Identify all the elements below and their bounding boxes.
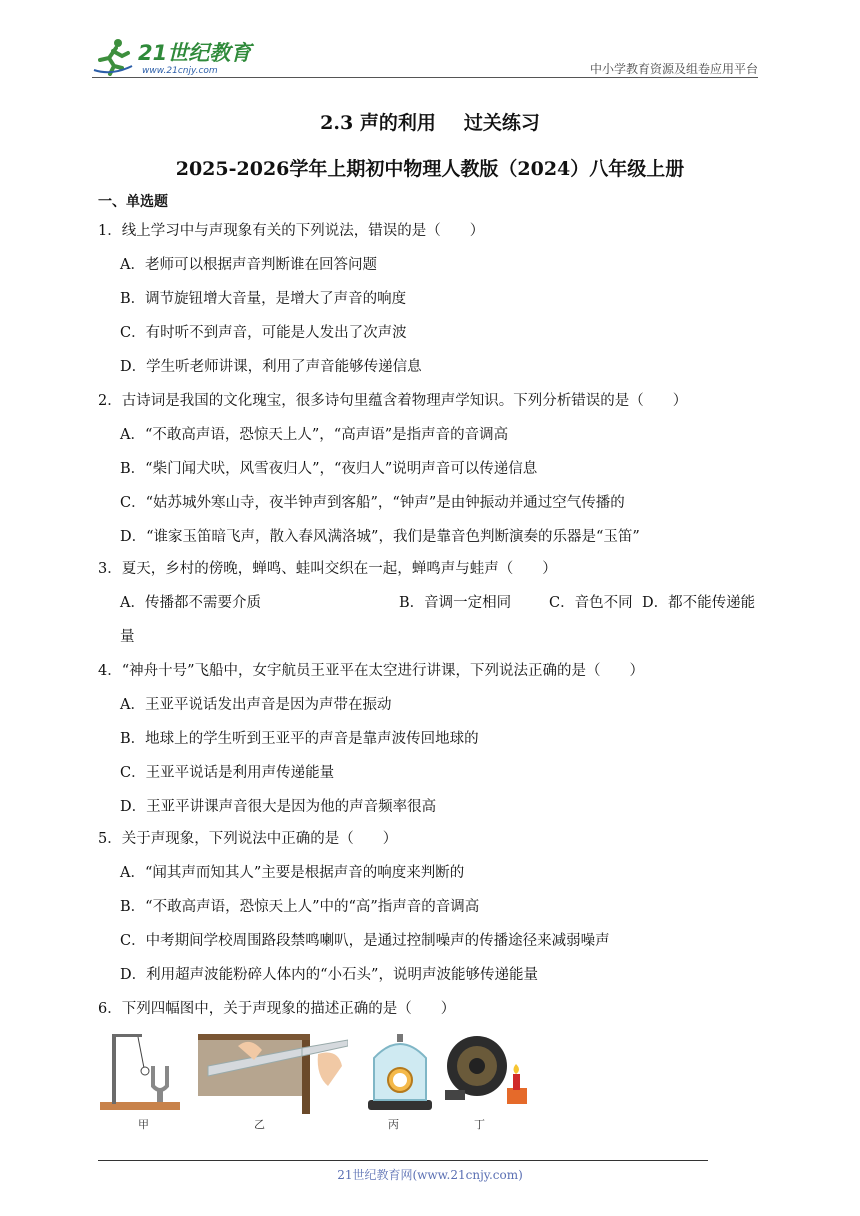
option[interactable]: C．有时听不到声音，可能是人发出了次声波 — [120, 325, 407, 341]
section-heading: 一、单选题 — [98, 194, 168, 210]
option[interactable]: B．“不敢高声语，恐惊天上人”中的“高”指声音的音调高 — [120, 899, 480, 915]
footer-link[interactable]: 21世纪教育网(www.21cnjy.com) — [337, 1168, 523, 1182]
option[interactable]: C．音色不同 — [549, 595, 633, 611]
runner-icon — [94, 39, 132, 74]
lesson-kind: 过关练习 — [463, 112, 540, 134]
logo-text: 21世纪教育 — [138, 41, 252, 65]
option[interactable]: D．利用超声波能粉碎人体内的“小石头”，说明声波能够传递能量 — [120, 967, 538, 983]
option[interactable]: A．“闻其声而知其人”主要是根据声音的响度来判断的 — [120, 865, 465, 881]
option[interactable]: C．中考期间学校周围路段禁鸣喇叭，是通过控制噪声的传播途径来减弱噪声 — [120, 933, 610, 949]
option[interactable]: A．王亚平说话发出声音是因为声带在振动 — [120, 697, 392, 713]
speaker-candle-figure — [443, 1030, 538, 1114]
option[interactable]: B．音调一定相同 — [399, 595, 512, 611]
option[interactable]: D．王亚平讲课声音很大是因为他的声音频率很高 — [120, 799, 437, 815]
option[interactable]: B．“柴门闻犬吠，风雪夜归人”，“夜归人”说明声音可以传递信息 — [120, 461, 538, 477]
option[interactable]: A．老师可以根据声音判断谁在回答问题 — [120, 257, 377, 273]
figure-label: 丁 — [474, 1118, 485, 1131]
logo-url: www.21cnjy.com — [142, 66, 218, 76]
figure-label: 丙 — [388, 1118, 399, 1131]
option-wrap: 量 — [120, 629, 135, 645]
header-divider — [92, 77, 758, 78]
figure-label: 甲 — [138, 1118, 149, 1131]
option[interactable]: A．“不敢高声语，恐惊天上人”，“高声语”是指声音的音调高 — [120, 427, 509, 443]
lesson-title — [0, 108, 860, 135]
tuning-fork-pendulum-figure — [98, 1026, 188, 1114]
question-stem: 4．“神舟十号”飞船中，女宇航员王亚平在太空进行讲课，下列说法正确的是（ ） — [98, 663, 645, 679]
question-stem: 2．古诗词是我国的文化瑰宝，很多诗句里蕴含着物理声学知识。下列分析错误的是（ ） — [98, 393, 688, 409]
logo — [92, 36, 262, 76]
figure-row — [98, 1026, 538, 1134]
platform-name: 中小学教育资源及组卷应用平台 — [589, 62, 758, 76]
lesson-name: 2.3 声的利用 — [320, 112, 436, 134]
option[interactable]: D．学生听老师讲课，利用了声音能够传递信息 — [120, 359, 422, 375]
question-stem: 5．关于声现象，下列说法中正确的是（ ） — [98, 831, 398, 847]
question-stem: 6．下列四幅图中，关于声现象的描述正确的是（ ） — [98, 1001, 456, 1017]
footer-divider — [98, 1160, 708, 1161]
bell-jar-figure — [366, 1032, 436, 1116]
option[interactable]: A．传播都不需要介质 — [120, 595, 261, 611]
subtitle: 2025-2026学年上期初中物理人教版（2024）八年级上册 — [175, 158, 685, 180]
option[interactable]: D．都不能传递能 — [642, 595, 756, 611]
option[interactable]: C．“姑苏城外寒山寺，夜半钟声到客船”，“钟声”是由钟振动并通过空气传播的 — [120, 495, 625, 511]
figure-label: 乙 — [254, 1118, 265, 1131]
question-stem: 1．线上学习中与声现象有关的下列说法，错误的是（ ） — [98, 223, 485, 239]
option[interactable]: C．王亚平说话是利用声传递能量 — [120, 765, 335, 781]
page-header — [92, 30, 758, 80]
question-stem: 3．夏天，乡村的傍晚，蝉鸣、蛙叫交织在一起，蝉鸣声与蛙声（ ） — [98, 561, 557, 577]
option[interactable]: B．地球上的学生听到王亚平的声音是靠声波传回地球的 — [120, 731, 479, 747]
option[interactable]: B．调节旋钮增大音量，是增大了声音的响度 — [120, 291, 407, 307]
option[interactable]: D．“谁家玉笛暗飞声，散入春风满洛城”，我们是靠音色判断演奏的乐器是“玉笛” — [120, 529, 640, 545]
ruler-table-figure — [198, 1026, 348, 1114]
